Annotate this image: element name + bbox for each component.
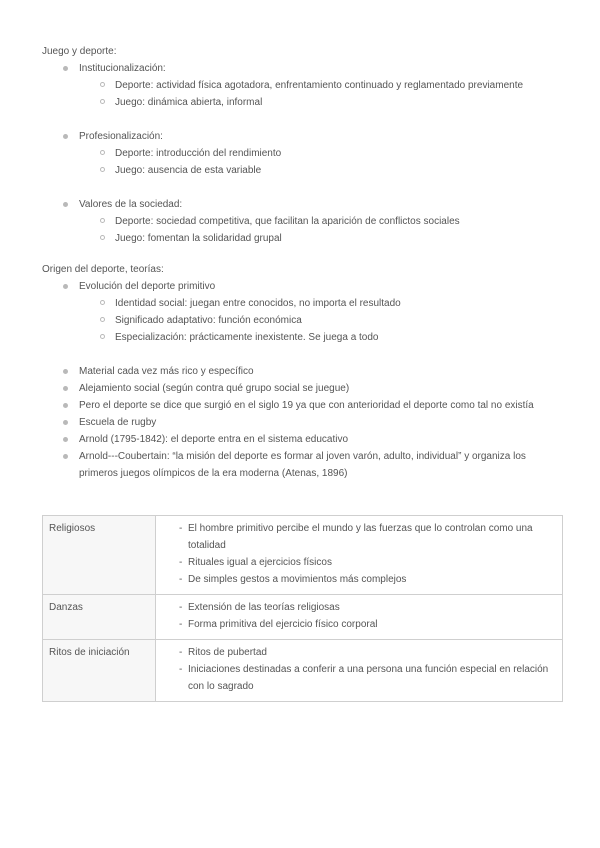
table-cell-label: Danzas — [43, 595, 156, 640]
list-item — [42, 128, 564, 196]
list-item: - Forma primitiva del ejercicio físico corporal — [164, 616, 554, 633]
list-item: Significado adaptativo: función económica — [79, 312, 564, 329]
list-item: - Iniciaciones destinadas a conferir a una persona una función especial en relación con lo sagrado — [164, 661, 554, 695]
document-body — [42, 43, 564, 482]
list-item: Especialización: prácticamente inexistente. Se juega a todo — [79, 329, 564, 346]
table-row — [43, 640, 563, 702]
list-item: - Ritos de pubertad — [164, 644, 554, 661]
table-cell-content — [156, 640, 563, 702]
list-item — [42, 60, 564, 128]
list-item — [42, 278, 564, 363]
list-item: Arnold---Coubertain: “la misión del deporte es formar al joven varón, adulto, individual” y organiza los primeros juegos olímpicos de la era moderna (Atenas, 1896) — [42, 448, 564, 482]
list-item: Material cada vez más rico y específico — [42, 363, 564, 380]
list-item — [42, 196, 564, 247]
theories-table — [42, 515, 563, 702]
list-item: Alejamiento social (según contra qué grupo social se juegue) — [42, 380, 564, 397]
list-item: Juego: fomentan la solidaridad grupal — [79, 230, 564, 247]
table-row — [43, 595, 563, 640]
list-item: Arnold (1795-1842): el deporte entra en el sistema educativo — [42, 431, 564, 448]
list-item: Deporte: actividad física agotadora, enfrentamiento continuado y reglamentado previamente — [79, 77, 564, 94]
list-item: Pero el deporte se dice que surgió en el siglo 19 ya que con anterioridad el deporte como tal no existía — [42, 397, 564, 414]
table-cell-label: Ritos de iniciación — [43, 640, 156, 702]
list-item: Escuela de rugby — [42, 414, 564, 431]
list-item: Deporte: sociedad competitiva, que facilitan la aparición de conflictos sociales — [79, 213, 564, 230]
table-cell-content — [156, 595, 563, 640]
list-item: - Extensión de las teorías religiosas — [164, 599, 554, 616]
list-item: - Rituales igual a ejercicios físicos — [164, 554, 554, 571]
table-cell-content — [156, 516, 563, 595]
group-label: Profesionalización: — [79, 131, 163, 142]
group-label: Institucionalización: — [79, 63, 166, 74]
origen-deporte-list — [42, 278, 564, 482]
list-item: - El hombre primitivo percibe el mundo y las fuerzas que lo controlan como una totalidad — [164, 520, 554, 554]
list-item: Deporte: introducción del rendimiento — [79, 145, 564, 162]
group-label: Valores de la sociedad: — [79, 199, 183, 210]
juego-deporte-list — [42, 60, 564, 247]
section-title-juego-deporte: Juego y deporte: — [42, 46, 117, 57]
table-cell-label: Religiosos — [43, 516, 156, 595]
list-item: Juego: dinámica abierta, informal — [79, 94, 564, 111]
list-item: Juego: ausencia de esta variable — [79, 162, 564, 179]
list-item: - De simples gestos a movimientos más complejos — [164, 571, 554, 588]
section-title-origen-deporte: Origen del deporte, teorías: — [42, 264, 164, 275]
group-label: Evolución del deporte primitivo — [79, 281, 216, 292]
table-row — [43, 516, 563, 595]
list-item: Identidad social: juegan entre conocidos, no importa el resultado — [79, 295, 564, 312]
